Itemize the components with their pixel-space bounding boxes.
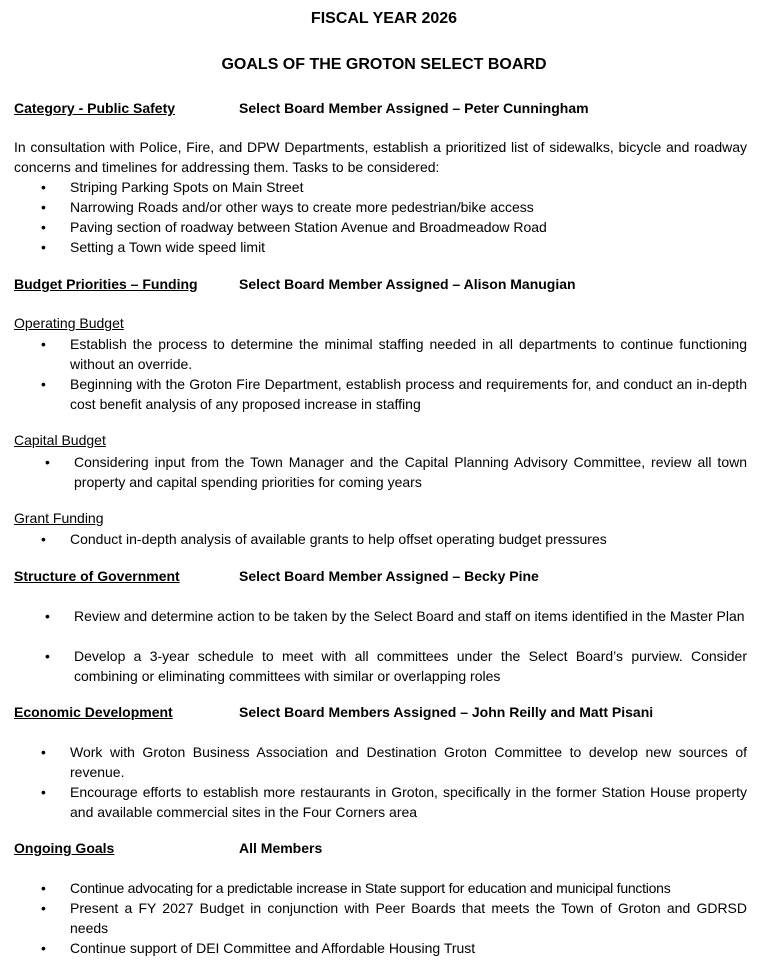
- category-public-safety: Category - Public Safety: [14, 100, 176, 116]
- list-item: Narrowing Roads and/or other ways to create more pedestrian/bike access: [70, 199, 534, 215]
- bullet-icon: •: [41, 199, 46, 215]
- assigned-government: Select Board Member Assigned – Becky Pine: [239, 568, 539, 584]
- fiscal-year-heading: FISCAL YEAR 2026: [310, 10, 458, 27]
- bullet-icon: •: [41, 784, 46, 800]
- list-item: Develop a 3-year schedule to meet with all committees under the Select Board’s purview. Consider combining or eliminating committees with similar or overlapping roles: [74, 648, 747, 684]
- document-title: GOALS OF THE GROTON SELECT BOARD: [221, 56, 547, 73]
- list-item: Paving section of roadway between Station Avenue and Broadmeadow Road: [70, 219, 547, 235]
- list-item: Continue advocating for a predictable increase in State support for education and municipal functions: [70, 880, 671, 896]
- bullet-icon: •: [41, 179, 46, 195]
- bullet-icon: •: [41, 744, 46, 760]
- bullet-icon: •: [41, 336, 46, 352]
- operating-budget-label: Operating Budget: [14, 315, 124, 331]
- bullet-icon: •: [45, 648, 50, 664]
- list-item: Encourage efforts to establish more restaurants in Groton, specifically in the former Station House property and available commercial sites in the Four Corners area: [70, 784, 747, 820]
- bullet-icon: •: [45, 608, 50, 624]
- bullet-icon: •: [41, 376, 46, 392]
- list-item: Establish the process to determine the minimal staffing needed in all departments to continue functioning without an override.: [70, 336, 747, 372]
- category-ongoing: Ongoing Goals: [14, 840, 115, 856]
- bullet-icon: •: [41, 239, 46, 255]
- list-item: Continue support of DEI Committee and Affordable Housing Trust: [70, 940, 476, 956]
- list-item: Considering input from the Town Manager and the Capital Planning Advisory Committee, review all town property and capital spending priorities for coming years: [74, 454, 747, 490]
- capital-budget-label: Capital Budget: [14, 432, 106, 448]
- assigned-ongoing: All Members: [239, 840, 323, 856]
- bullet-icon: •: [41, 219, 46, 235]
- assigned-economic: Select Board Members Assigned – John Reilly and Matt Pisani: [239, 704, 654, 720]
- bullet-icon: •: [41, 531, 46, 547]
- list-item: Work with Groton Business Association and Destination Groton Committee to develop new sources of revenue.: [70, 744, 747, 780]
- list-item: Conduct in-depth analysis of available grants to help offset operating budget pressures: [70, 531, 607, 547]
- assigned-budget: Select Board Member Assigned – Alison Manugian: [239, 276, 576, 292]
- list-item: Beginning with the Groton Fire Department, establish process and requirements for, and conduct an in-depth cost benefit analysis of any proposed increase in staffing: [70, 376, 747, 412]
- public-safety-intro: In consultation with Police, Fire, and DPW Departments, establish a prioritized list of sidewalks, bicycle and roadway concerns and timelines for addressing them. Tasks to be considered:: [14, 139, 747, 175]
- category-government: Structure of Government: [14, 568, 180, 584]
- list-item: Present a FY 2027 Budget in conjunction with Peer Boards that meets the Town of Groton and GDRSD needs: [70, 900, 747, 936]
- list-item: Review and determine action to be taken by the Select Board and staff on items identified in the Master Plan: [74, 608, 745, 624]
- list-item: Striping Parking Spots on Main Street: [70, 179, 304, 195]
- grant-funding-label: Grant Funding: [14, 510, 104, 526]
- assigned-public-safety: Select Board Member Assigned – Peter Cunningham: [239, 100, 589, 116]
- category-economic: Economic Development: [14, 704, 173, 720]
- category-budget: Budget Priorities – Funding: [14, 276, 198, 292]
- bullet-icon: •: [45, 454, 50, 470]
- bullet-icon: •: [41, 940, 46, 956]
- bullet-icon: •: [41, 880, 46, 896]
- list-item: Setting a Town wide speed limit: [70, 239, 266, 255]
- bullet-icon: •: [41, 900, 46, 916]
